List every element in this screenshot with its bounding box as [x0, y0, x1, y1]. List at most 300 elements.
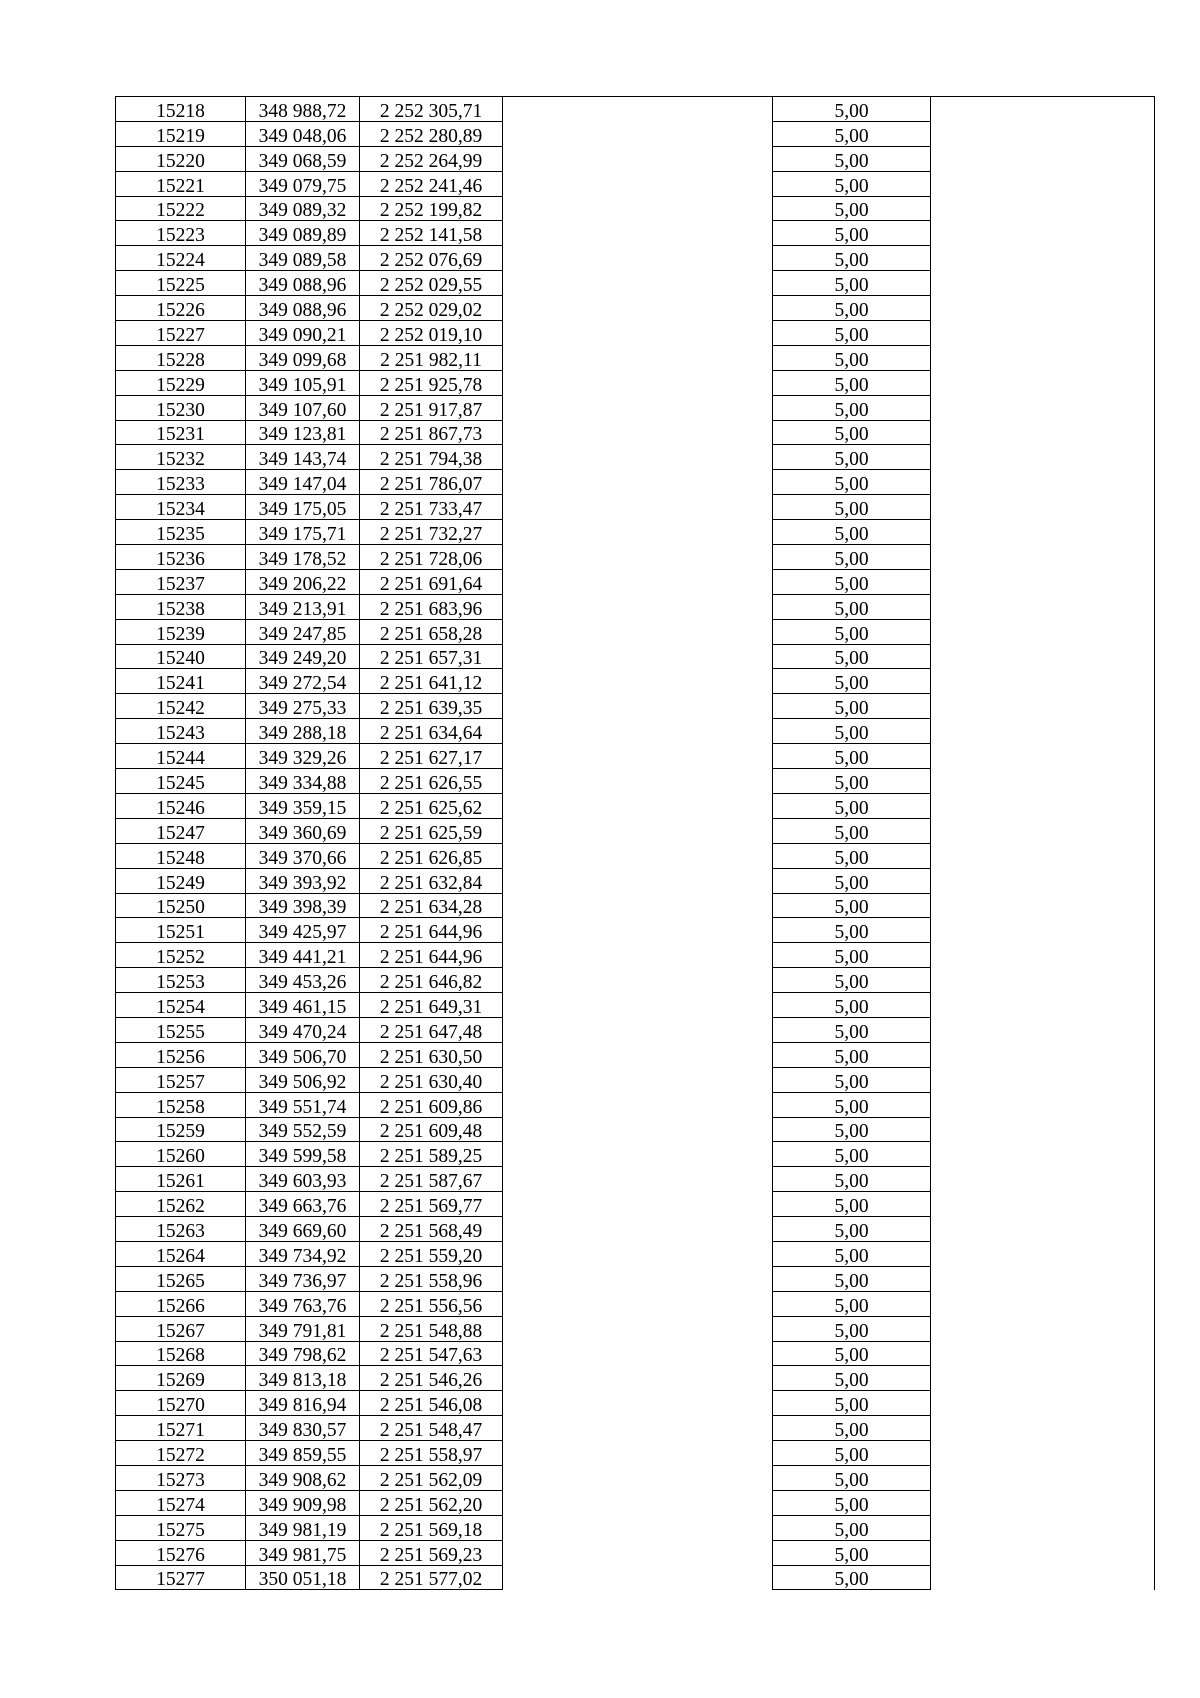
y-coordinate-cell: 2 251 632,84: [360, 868, 503, 893]
y-coordinate-cell: 2 251 732,27: [360, 520, 503, 545]
point-number-cell: 15232: [116, 445, 246, 470]
y-coordinate-cell: 2 252 029,02: [360, 296, 503, 321]
x-coordinate-cell: 349 470,24: [246, 1017, 360, 1042]
y-coordinate-cell: 2 251 547,63: [360, 1341, 503, 1366]
table-row: [116, 1391, 1155, 1416]
x-coordinate-cell: 349 816,94: [246, 1391, 360, 1416]
point-number-cell: 15249: [116, 868, 246, 893]
y-coordinate-cell: 2 252 141,58: [360, 221, 503, 246]
empty-cell: [503, 1117, 773, 1142]
point-number-cell: 15251: [116, 918, 246, 943]
y-coordinate-cell: 2 251 577,02: [360, 1565, 503, 1590]
empty-cell: [931, 669, 1155, 694]
value-cell: 5,00: [773, 694, 931, 719]
empty-cell: [503, 246, 773, 271]
point-number-cell: 15269: [116, 1366, 246, 1391]
value-cell: 5,00: [773, 1341, 931, 1366]
empty-cell: [503, 818, 773, 843]
table-row: [116, 545, 1155, 570]
x-coordinate-cell: 349 506,92: [246, 1067, 360, 1092]
empty-cell: [931, 246, 1155, 271]
point-number-cell: 15270: [116, 1391, 246, 1416]
coordinates-table-body: [116, 97, 1155, 1590]
empty-cell: [503, 1341, 773, 1366]
table-row: [116, 893, 1155, 918]
point-number-cell: 15277: [116, 1565, 246, 1590]
empty-cell: [931, 321, 1155, 346]
empty-cell: [931, 719, 1155, 744]
empty-cell: [503, 594, 773, 619]
empty-cell: [503, 793, 773, 818]
table-row: [116, 968, 1155, 993]
point-number-cell: 15226: [116, 296, 246, 321]
value-cell: 5,00: [773, 196, 931, 221]
value-cell: 5,00: [773, 445, 931, 470]
table-row: [116, 445, 1155, 470]
table-row: [116, 918, 1155, 943]
value-cell: 5,00: [773, 321, 931, 346]
point-number-cell: 15229: [116, 370, 246, 395]
value-cell: 5,00: [773, 395, 931, 420]
value-cell: 5,00: [773, 1192, 931, 1217]
table-row: [116, 420, 1155, 445]
y-coordinate-cell: 2 251 626,85: [360, 843, 503, 868]
y-coordinate-cell: 2 251 569,77: [360, 1192, 503, 1217]
value-cell: 5,00: [773, 1067, 931, 1092]
point-number-cell: 15253: [116, 968, 246, 993]
x-coordinate-cell: 349 669,60: [246, 1217, 360, 1242]
x-coordinate-cell: 349 736,97: [246, 1266, 360, 1291]
value-cell: 5,00: [773, 1241, 931, 1266]
y-coordinate-cell: 2 251 641,12: [360, 669, 503, 694]
empty-cell: [503, 1067, 773, 1092]
empty-cell: [503, 171, 773, 196]
empty-cell: [931, 1341, 1155, 1366]
y-coordinate-cell: 2 251 625,59: [360, 818, 503, 843]
value-cell: 5,00: [773, 1565, 931, 1590]
y-coordinate-cell: 2 251 728,06: [360, 545, 503, 570]
point-number-cell: 15225: [116, 271, 246, 296]
table-row: [116, 818, 1155, 843]
y-coordinate-cell: 2 251 683,96: [360, 594, 503, 619]
table-row: [116, 345, 1155, 370]
value-cell: 5,00: [773, 918, 931, 943]
value-cell: 5,00: [773, 520, 931, 545]
y-coordinate-cell: 2 251 546,08: [360, 1391, 503, 1416]
empty-cell: [503, 744, 773, 769]
empty-cell: [931, 993, 1155, 1018]
empty-cell: [931, 1441, 1155, 1466]
y-coordinate-cell: 2 252 241,46: [360, 171, 503, 196]
empty-cell: [931, 1117, 1155, 1142]
table-row: [116, 993, 1155, 1018]
table-row: [116, 1441, 1155, 1466]
point-number-cell: 15227: [116, 321, 246, 346]
x-coordinate-cell: 349 213,91: [246, 594, 360, 619]
empty-cell: [503, 1565, 773, 1590]
empty-cell: [503, 893, 773, 918]
table-row: [116, 1017, 1155, 1042]
x-coordinate-cell: 349 763,76: [246, 1291, 360, 1316]
value-cell: 5,00: [773, 495, 931, 520]
empty-cell: [503, 1042, 773, 1067]
empty-cell: [503, 420, 773, 445]
x-coordinate-cell: 349 090,21: [246, 321, 360, 346]
table-row: [116, 793, 1155, 818]
y-coordinate-cell: 2 251 649,31: [360, 993, 503, 1018]
x-coordinate-cell: 349 175,05: [246, 495, 360, 520]
point-number-cell: 15274: [116, 1490, 246, 1515]
value-cell: 5,00: [773, 719, 931, 744]
x-coordinate-cell: 349 249,20: [246, 644, 360, 669]
x-coordinate-cell: 349 089,58: [246, 246, 360, 271]
y-coordinate-cell: 2 251 568,49: [360, 1217, 503, 1242]
empty-cell: [503, 395, 773, 420]
x-coordinate-cell: 349 178,52: [246, 545, 360, 570]
empty-cell: [503, 1515, 773, 1540]
empty-cell: [503, 495, 773, 520]
x-coordinate-cell: 349 334,88: [246, 769, 360, 794]
table-row: [116, 619, 1155, 644]
value-cell: 5,00: [773, 121, 931, 146]
x-coordinate-cell: 349 360,69: [246, 818, 360, 843]
point-number-cell: 15223: [116, 221, 246, 246]
table-row: [116, 644, 1155, 669]
empty-cell: [503, 121, 773, 146]
y-coordinate-cell: 2 251 630,40: [360, 1067, 503, 1092]
table-row: [116, 271, 1155, 296]
value-cell: 5,00: [773, 221, 931, 246]
y-coordinate-cell: 2 251 634,64: [360, 719, 503, 744]
y-coordinate-cell: 2 251 559,20: [360, 1241, 503, 1266]
table-row: [116, 121, 1155, 146]
empty-cell: [931, 694, 1155, 719]
value-cell: 5,00: [773, 271, 931, 296]
y-coordinate-cell: 2 251 644,96: [360, 918, 503, 943]
table-row: [116, 1042, 1155, 1067]
empty-cell: [503, 271, 773, 296]
y-coordinate-cell: 2 251 562,20: [360, 1490, 503, 1515]
point-number-cell: 15250: [116, 893, 246, 918]
x-coordinate-cell: 349 461,15: [246, 993, 360, 1018]
empty-cell: [503, 669, 773, 694]
y-coordinate-cell: 2 251 558,97: [360, 1441, 503, 1466]
y-coordinate-cell: 2 251 733,47: [360, 495, 503, 520]
x-coordinate-cell: 349 603,93: [246, 1167, 360, 1192]
empty-cell: [503, 769, 773, 794]
empty-cell: [503, 1316, 773, 1341]
point-number-cell: 15268: [116, 1341, 246, 1366]
empty-cell: [931, 1142, 1155, 1167]
table-row: [116, 1241, 1155, 1266]
empty-cell: [503, 968, 773, 993]
point-number-cell: 15266: [116, 1291, 246, 1316]
empty-cell: [503, 868, 773, 893]
empty-cell: [931, 1017, 1155, 1042]
x-coordinate-cell: 349 275,33: [246, 694, 360, 719]
empty-cell: [931, 1291, 1155, 1316]
y-coordinate-cell: 2 252 280,89: [360, 121, 503, 146]
empty-cell: [931, 221, 1155, 246]
y-coordinate-cell: 2 252 019,10: [360, 321, 503, 346]
y-coordinate-cell: 2 251 794,38: [360, 445, 503, 470]
empty-cell: [931, 296, 1155, 321]
empty-cell: [503, 221, 773, 246]
point-number-cell: 15240: [116, 644, 246, 669]
table-row: [116, 694, 1155, 719]
value-cell: 5,00: [773, 843, 931, 868]
x-coordinate-cell: 349 099,68: [246, 345, 360, 370]
table-row: [116, 1167, 1155, 1192]
x-coordinate-cell: 349 329,26: [246, 744, 360, 769]
empty-cell: [931, 420, 1155, 445]
y-coordinate-cell: 2 251 786,07: [360, 470, 503, 495]
point-number-cell: 15246: [116, 793, 246, 818]
x-coordinate-cell: 349 734,92: [246, 1241, 360, 1266]
empty-cell: [931, 1515, 1155, 1540]
table-row: [116, 1291, 1155, 1316]
empty-cell: [931, 1266, 1155, 1291]
table-row: [116, 1341, 1155, 1366]
x-coordinate-cell: 349 079,75: [246, 171, 360, 196]
point-number-cell: 15219: [116, 121, 246, 146]
table-row: [116, 843, 1155, 868]
empty-cell: [931, 97, 1155, 122]
point-number-cell: 15248: [116, 843, 246, 868]
x-coordinate-cell: 349 175,71: [246, 520, 360, 545]
y-coordinate-cell: 2 251 626,55: [360, 769, 503, 794]
empty-cell: [503, 1291, 773, 1316]
y-coordinate-cell: 2 251 546,26: [360, 1366, 503, 1391]
empty-cell: [931, 395, 1155, 420]
point-number-cell: 15218: [116, 97, 246, 122]
empty-cell: [503, 370, 773, 395]
point-number-cell: 15243: [116, 719, 246, 744]
value-cell: 5,00: [773, 569, 931, 594]
x-coordinate-cell: 349 089,32: [246, 196, 360, 221]
x-coordinate-cell: 349 981,19: [246, 1515, 360, 1540]
empty-cell: [931, 619, 1155, 644]
y-coordinate-cell: 2 251 562,09: [360, 1465, 503, 1490]
x-coordinate-cell: 349 981,75: [246, 1540, 360, 1565]
empty-cell: [503, 1092, 773, 1117]
point-number-cell: 15237: [116, 569, 246, 594]
y-coordinate-cell: 2 251 646,82: [360, 968, 503, 993]
table-row: [116, 1416, 1155, 1441]
empty-cell: [931, 1416, 1155, 1441]
x-coordinate-cell: 349 143,74: [246, 445, 360, 470]
y-coordinate-cell: 2 251 639,35: [360, 694, 503, 719]
empty-cell: [931, 520, 1155, 545]
empty-cell: [931, 1042, 1155, 1067]
x-coordinate-cell: 349 859,55: [246, 1441, 360, 1466]
y-coordinate-cell: 2 251 569,23: [360, 1540, 503, 1565]
x-coordinate-cell: 349 088,96: [246, 271, 360, 296]
empty-cell: [931, 271, 1155, 296]
point-number-cell: 15236: [116, 545, 246, 570]
value-cell: 5,00: [773, 818, 931, 843]
y-coordinate-cell: 2 251 658,28: [360, 619, 503, 644]
empty-cell: [931, 370, 1155, 395]
x-coordinate-cell: 350 051,18: [246, 1565, 360, 1590]
x-coordinate-cell: 349 908,62: [246, 1465, 360, 1490]
x-coordinate-cell: 349 393,92: [246, 868, 360, 893]
point-number-cell: 15230: [116, 395, 246, 420]
value-cell: 5,00: [773, 1017, 931, 1042]
table-row: [116, 370, 1155, 395]
empty-cell: [503, 694, 773, 719]
x-coordinate-cell: 349 552,59: [246, 1117, 360, 1142]
empty-cell: [931, 943, 1155, 968]
value-cell: 5,00: [773, 594, 931, 619]
y-coordinate-cell: 2 251 556,56: [360, 1291, 503, 1316]
point-number-cell: 15252: [116, 943, 246, 968]
table-row: [116, 1117, 1155, 1142]
table-row: [116, 495, 1155, 520]
point-number-cell: 15265: [116, 1266, 246, 1291]
empty-cell: [503, 296, 773, 321]
empty-cell: [503, 1416, 773, 1441]
point-number-cell: 15275: [116, 1515, 246, 1540]
x-coordinate-cell: 349 272,54: [246, 669, 360, 694]
x-coordinate-cell: 349 247,85: [246, 619, 360, 644]
x-coordinate-cell: 349 441,21: [246, 943, 360, 968]
table-row: [116, 146, 1155, 171]
empty-cell: [931, 1192, 1155, 1217]
point-number-cell: 15242: [116, 694, 246, 719]
value-cell: 5,00: [773, 1117, 931, 1142]
table-row: [116, 1192, 1155, 1217]
empty-cell: [503, 97, 773, 122]
empty-cell: [503, 1241, 773, 1266]
y-coordinate-cell: 2 251 982,11: [360, 345, 503, 370]
point-number-cell: 15255: [116, 1017, 246, 1042]
y-coordinate-cell: 2 251 867,73: [360, 420, 503, 445]
value-cell: 5,00: [773, 1291, 931, 1316]
value-cell: 5,00: [773, 993, 931, 1018]
point-number-cell: 15262: [116, 1192, 246, 1217]
value-cell: 5,00: [773, 1142, 931, 1167]
y-coordinate-cell: 2 251 587,67: [360, 1167, 503, 1192]
point-number-cell: 15261: [116, 1167, 246, 1192]
empty-cell: [503, 1540, 773, 1565]
value-cell: 5,00: [773, 1490, 931, 1515]
value-cell: 5,00: [773, 1042, 931, 1067]
point-number-cell: 15258: [116, 1092, 246, 1117]
table-row: [116, 594, 1155, 619]
y-coordinate-cell: 2 251 634,28: [360, 893, 503, 918]
empty-cell: [503, 470, 773, 495]
empty-cell: [931, 196, 1155, 221]
empty-cell: [931, 495, 1155, 520]
y-coordinate-cell: 2 252 199,82: [360, 196, 503, 221]
table-row: [116, 1465, 1155, 1490]
table-row: [116, 470, 1155, 495]
empty-cell: [503, 1217, 773, 1242]
empty-cell: [503, 1017, 773, 1042]
value-cell: 5,00: [773, 545, 931, 570]
point-number-cell: 15228: [116, 345, 246, 370]
y-coordinate-cell: 2 251 548,47: [360, 1416, 503, 1441]
point-number-cell: 15273: [116, 1465, 246, 1490]
table-row: [116, 321, 1155, 346]
empty-cell: [931, 1565, 1155, 1590]
point-number-cell: 15263: [116, 1217, 246, 1242]
value-cell: 5,00: [773, 968, 931, 993]
table-row: [116, 1515, 1155, 1540]
y-coordinate-cell: 2 251 627,17: [360, 744, 503, 769]
y-coordinate-cell: 2 251 569,18: [360, 1515, 503, 1540]
empty-cell: [931, 146, 1155, 171]
point-number-cell: 15260: [116, 1142, 246, 1167]
empty-cell: [503, 719, 773, 744]
empty-cell: [503, 1142, 773, 1167]
x-coordinate-cell: 349 147,04: [246, 470, 360, 495]
empty-cell: [931, 769, 1155, 794]
point-number-cell: 15233: [116, 470, 246, 495]
empty-cell: [503, 1192, 773, 1217]
x-coordinate-cell: 349 088,96: [246, 296, 360, 321]
value-cell: 5,00: [773, 1316, 931, 1341]
y-coordinate-cell: 2 251 548,88: [360, 1316, 503, 1341]
value-cell: 5,00: [773, 669, 931, 694]
point-number-cell: 15241: [116, 669, 246, 694]
y-coordinate-cell: 2 251 644,96: [360, 943, 503, 968]
empty-cell: [931, 843, 1155, 868]
empty-cell: [931, 1067, 1155, 1092]
empty-cell: [931, 918, 1155, 943]
empty-cell: [503, 569, 773, 594]
point-number-cell: 15239: [116, 619, 246, 644]
x-coordinate-cell: 349 123,81: [246, 420, 360, 445]
table-row: [116, 1142, 1155, 1167]
x-coordinate-cell: 349 813,18: [246, 1366, 360, 1391]
table-row: [116, 943, 1155, 968]
table-row: [116, 97, 1155, 122]
empty-cell: [931, 1391, 1155, 1416]
point-number-cell: 15238: [116, 594, 246, 619]
x-coordinate-cell: 349 370,66: [246, 843, 360, 868]
point-number-cell: 15254: [116, 993, 246, 1018]
point-number-cell: 15231: [116, 420, 246, 445]
y-coordinate-cell: 2 251 917,87: [360, 395, 503, 420]
empty-cell: [503, 445, 773, 470]
empty-cell: [931, 1465, 1155, 1490]
table-row: [116, 569, 1155, 594]
value-cell: 5,00: [773, 1167, 931, 1192]
x-coordinate-cell: 349 453,26: [246, 968, 360, 993]
table-row: [116, 769, 1155, 794]
point-number-cell: 15247: [116, 818, 246, 843]
empty-cell: [931, 644, 1155, 669]
table-row: [116, 1067, 1155, 1092]
empty-cell: [931, 818, 1155, 843]
value-cell: 5,00: [773, 246, 931, 271]
empty-cell: [931, 121, 1155, 146]
empty-cell: [503, 1366, 773, 1391]
value-cell: 5,00: [773, 868, 931, 893]
empty-cell: [503, 345, 773, 370]
value-cell: 5,00: [773, 1266, 931, 1291]
empty-cell: [931, 1540, 1155, 1565]
empty-cell: [931, 893, 1155, 918]
value-cell: 5,00: [773, 1092, 931, 1117]
empty-cell: [503, 1391, 773, 1416]
table-row: [116, 196, 1155, 221]
empty-cell: [503, 146, 773, 171]
table-row: [116, 1217, 1155, 1242]
x-coordinate-cell: 349 551,74: [246, 1092, 360, 1117]
